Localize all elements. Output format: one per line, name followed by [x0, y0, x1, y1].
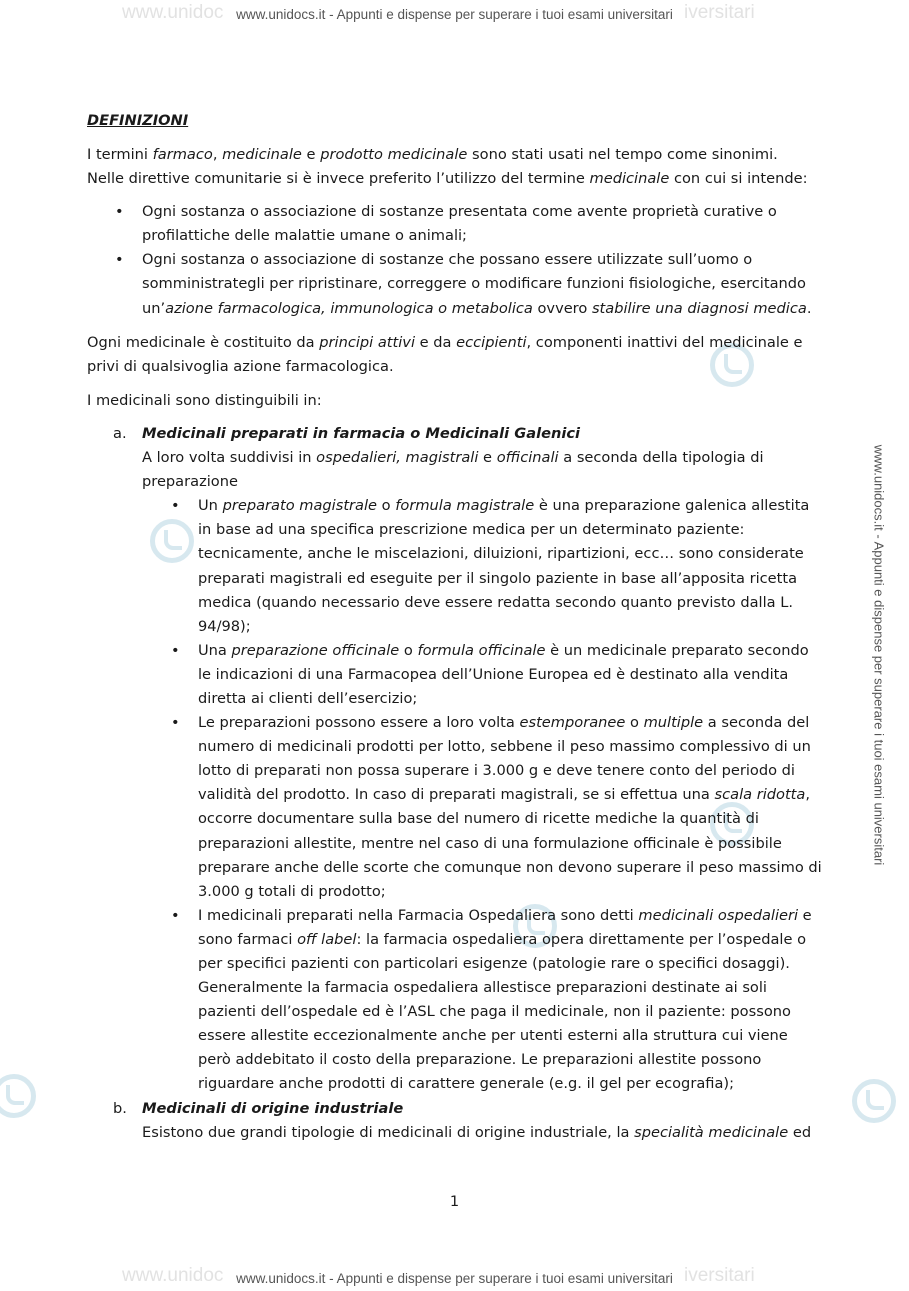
intro-line: [87, 167, 825, 191]
list-item: [142, 904, 825, 1097]
ghost-watermark-right: iversitari: [684, 2, 755, 23]
text-run: stabilire una diagnosi medica: [591, 299, 807, 317]
watermark-right: www.unidocs.it - Appunti e dispense per superare i tuoi esami universitari: [871, 444, 887, 866]
galenic-sub-list: [142, 494, 825, 1096]
section-heading: DEFINIZIONI: [87, 112, 189, 129]
text-run: Un: [198, 497, 223, 515]
text-run: Ogni sostanza o associazione di sostanze presentata come avente proprietà curative o profilattiche delle malattie umane o animali;: [142, 203, 777, 245]
category-list: [87, 422, 825, 1145]
watermark-logo-icon: [0, 1074, 36, 1118]
watermark-left: [0, 445, 3, 866]
category-title: Medicinali di origine industriale: [142, 1099, 404, 1117]
text-run: e da: [415, 333, 457, 351]
text-run: , occorre documentare sulla base del numero di ricette mediche la quantità di preparazioni allestite, mentre nel caso di una formulazione officinale è possibile preparare anche delle scorte che comunque non devono superare il peso massimo di 3.000 g totali di prodotto;: [198, 786, 822, 900]
text-run: preparato magistrale: [222, 497, 378, 515]
text-run: Ogni medicinale è costituito da: [87, 333, 320, 351]
text-run: eccipienti: [456, 333, 527, 351]
text-run: formula magistrale: [395, 497, 535, 515]
category-item-b: [87, 1097, 825, 1145]
watermark-bottom: www.unidocs.it - Appunti e dispense per superare i tuoi esami universitari: [236, 1271, 673, 1286]
text-run: scala ridotta: [714, 786, 806, 804]
category-item-a: [87, 422, 825, 1097]
watermark-top: www.unidocs.it - Appunti e dispense per superare i tuoi esami universitari: [236, 7, 673, 22]
category-description: [142, 1121, 825, 1145]
page-number: 1: [449, 1193, 460, 1210]
intro-line: [87, 143, 825, 167]
text-run: e: [478, 449, 497, 467]
text-run: I termini: [87, 146, 153, 163]
text-run: formula officinale: [417, 641, 546, 659]
text-run: farmaco: [152, 146, 213, 163]
definition-item: [87, 248, 825, 320]
text-run: a seconda della tipologia di preparazione: [142, 449, 764, 491]
text-run: e: [301, 146, 321, 163]
ghost-watermark-right-bottom: iversitari: [684, 1265, 755, 1286]
text-run: , componenti inattivi del medicinale e privi di qualsivoglia azione farmacologica.: [87, 333, 803, 375]
ghost-watermark-left: www.unidoc: [122, 2, 224, 23]
text-run: Le preparazioni possono essere a loro volta: [198, 714, 520, 732]
list-item: [142, 639, 825, 711]
text-run: I medicinali preparati nella Farmacia Ospedaliera sono detti: [198, 906, 639, 924]
text-run: multiple: [643, 714, 704, 732]
list-item: [142, 494, 825, 639]
definition-list: [87, 200, 825, 320]
text-run: prodotto medicinale: [320, 146, 468, 163]
category-description: [142, 446, 825, 494]
text-run: medicinali ospedalieri: [638, 906, 799, 924]
list-marker: b.: [113, 1099, 127, 1117]
definition-item: [87, 200, 825, 248]
text-run: off label: [297, 930, 357, 948]
text-run: : la farmacia ospedaliera opera direttamente per l’ospedale o per specifici pazienti con particolari esigenze (patologie rare o specifici dosaggi). Generalmente la farmacia ospedaliera allestisce preparazioni destinate ai soli pazienti dell’ospedale ed è l’ASL che paga il medicinale, non il paziente: possono essere allestite eccezionalmente anche per utenti esterni alla struttura cui viene però addebitato il costo della preparazione. Le preparazioni allestite possono riguardare anche prodotti di carattere generale (e.g. il gel per ecografia);: [198, 930, 807, 1093]
text-run: o: [377, 497, 396, 515]
document-body: [87, 109, 825, 1145]
text-run: officinali: [496, 449, 559, 467]
text-run: .: [806, 299, 812, 317]
text-run: A loro volta suddivisi in: [142, 449, 317, 467]
ghost-watermark-left-bottom: www.unidoc: [122, 1265, 224, 1286]
category-title: Medicinali preparati in farmacia o Medicinali Galenici: [142, 424, 581, 442]
text-run: Una: [198, 641, 232, 659]
watermark-logo-icon: [852, 1079, 896, 1123]
text-run: Ogni sostanza o associazione di sostanze che possano essere utilizzate sull’uomo o somministrategli per ripristinare, correggere o modificare funzioni fisiologiche, esercitando un’: [142, 251, 806, 317]
text-run: estemporanee: [519, 714, 626, 732]
text-run: medicinale: [589, 170, 670, 188]
text-run: e sono farmaci: [198, 906, 812, 948]
text-run: preparazione officinale: [231, 641, 400, 659]
text-run: Esistono due grandi tipologie di medicinali di origine industriale, la: [142, 1123, 635, 1141]
text-run: o: [625, 714, 644, 732]
intro-paragraph: [87, 143, 825, 191]
list-item: [142, 711, 825, 904]
text-run: specialità medicinale: [634, 1123, 789, 1141]
text-run: ,: [212, 146, 223, 163]
text-run: sono stati usati nel tempo come sinonimi.: [467, 146, 778, 163]
list-marker: a.: [113, 424, 127, 442]
text-run: ospedalieri, magistrali: [316, 449, 479, 467]
text-run: principi attivi: [319, 333, 416, 351]
text-run: Nelle direttive comunitarie si è invece preferito l’utilizzo del termine: [87, 170, 590, 188]
text-run: medicinale: [222, 146, 302, 163]
composition-paragraph: [87, 331, 825, 379]
text-run: è un medicinale preparato secondo le indicazioni di una Farmacopea dell’Unione Europea ed è destinato alla vendita diretta ai clienti dell’esercizio;: [198, 641, 809, 707]
text-run: con cui si intende:: [669, 170, 808, 188]
text-run: è una preparazione galenica allestita in base ad una specifica prescrizione medica per un determinato paziente: tecnicamente, anche le miscelazioni, diluizioni, ripartizioni, ecc… sono considerate preparati magistrali ed eseguite per il singolo paziente in base all’apposita ricetta medica (quando necessario deve essere redatta secondo quanto previsto dalla L. 94/98);: [198, 497, 810, 635]
text-run: a seconda del numero di medicinali prodotti per lotto, sebbene il peso massimo complessivo di un lotto di preparati non possa superare i 3.000 g e deve tenere conto del periodo di validità del prodotto. In caso di preparati magistrali, se si effettua una: [198, 714, 811, 804]
text-run: o: [399, 641, 418, 659]
text-run: azione farmacologica, immunologica o metabolica: [165, 299, 533, 317]
text-run: ed: [788, 1123, 812, 1141]
classification-paragraph: I medicinali sono distinguibili in:: [87, 391, 322, 409]
text-run: ovvero: [532, 299, 592, 317]
